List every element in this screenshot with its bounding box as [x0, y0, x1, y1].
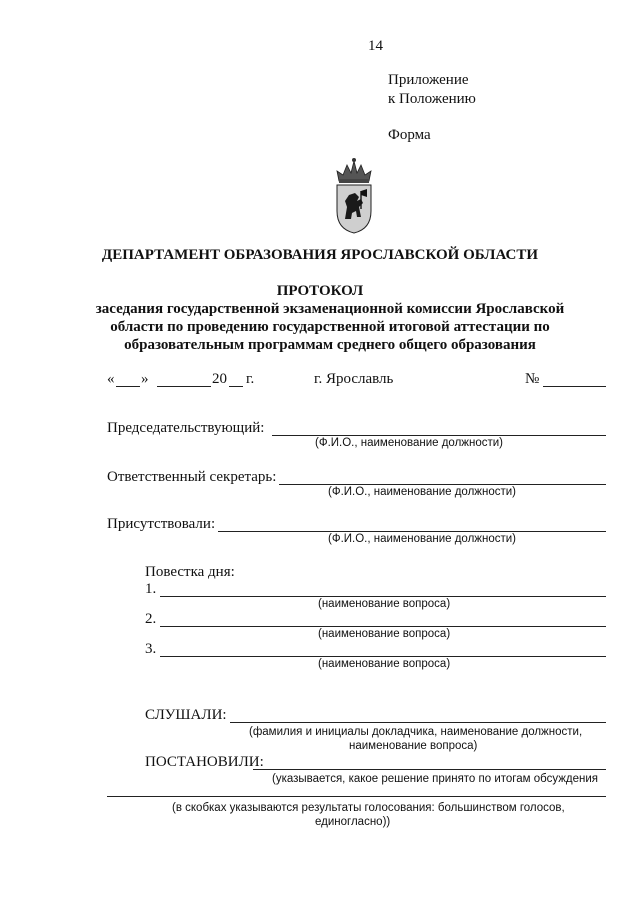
protocol-subtitle-1: заседания государственной экзаменационной комиссии Ярославской: [95, 301, 565, 317]
chairman-hint: (Ф.И.О., наименование должности): [315, 437, 503, 449]
agenda-item-hint: (наименование вопроса): [318, 658, 451, 670]
protocol-subtitle-3: образовательным программам среднего общего образования: [124, 337, 536, 353]
resolved-label: ПОСТАНОВИЛИ:: [145, 754, 264, 770]
agenda-item-number: 1.: [145, 581, 157, 597]
agenda-item-hint: (наименование вопроса): [318, 628, 451, 640]
secretary-label: Ответственный секретарь:: [107, 469, 277, 485]
agenda-item-number: 2.: [145, 611, 157, 627]
protocol-number-field[interactable]: [543, 386, 606, 387]
present-label: Присутствовали:: [107, 516, 216, 532]
present-field[interactable]: [218, 531, 606, 532]
chairman-label: Председательствующий:: [107, 420, 265, 436]
department-title: ДЕПАРТАМЕНТ ОБРАЗОВАНИЯ ЯРОСЛАВСКОЙ ОБЛАСТИ: [101, 247, 539, 263]
agenda-item-number: 3.: [145, 641, 157, 657]
date-open-quote: «: [107, 371, 115, 387]
city: г. Ярославль: [314, 371, 394, 387]
heard-label: СЛУШАЛИ:: [145, 707, 227, 723]
year-field[interactable]: [229, 386, 243, 387]
form-label: Форма: [388, 127, 431, 143]
vote-hint-2: единогласно)): [315, 816, 391, 828]
agenda-item-3-field[interactable]: [160, 656, 606, 657]
month-field[interactable]: [157, 386, 211, 387]
number-sign: №: [525, 371, 540, 387]
appendix-line1: Приложение: [388, 72, 469, 88]
agenda-item-2-field[interactable]: [160, 626, 606, 627]
appendix-line2: к Положению: [388, 91, 476, 107]
resolved-field[interactable]: [253, 769, 606, 770]
heard-field[interactable]: [230, 722, 606, 723]
yaroslavl-coat-of-arms-icon: [331, 155, 377, 235]
agenda-item-hint: (наименование вопроса): [318, 598, 451, 610]
year-prefix: 20: [212, 371, 227, 387]
secretary-field[interactable]: [279, 484, 606, 485]
present-hint: (Ф.И.О., наименование должности): [328, 533, 516, 545]
year-suffix: г.: [246, 371, 255, 387]
agenda-item-1-field[interactable]: [160, 596, 606, 597]
protocol-title: ПРОТОКОЛ: [276, 283, 364, 299]
vote-hint-1: (в скобках указываются результаты голосования: большинством голосов,: [172, 802, 565, 814]
chairman-field[interactable]: [272, 435, 606, 436]
day-field[interactable]: [116, 386, 140, 387]
resolved-continuation-field[interactable]: [107, 796, 606, 797]
heard-hint-1: (фамилия и инициалы докладчика, наименование должности,: [249, 726, 583, 738]
agenda-title: Повестка дня:: [145, 564, 235, 580]
secretary-hint: (Ф.И.О., наименование должности): [328, 486, 516, 498]
heard-hint-2: наименование вопроса): [349, 740, 478, 752]
page-number: 14: [368, 38, 383, 54]
date-close-quote: »: [141, 371, 149, 387]
protocol-subtitle-2: области по проведению государственной итоговой аттестации по: [110, 319, 550, 335]
resolved-hint: (указывается, какое решение принято по итогам обсуждения: [272, 773, 599, 785]
